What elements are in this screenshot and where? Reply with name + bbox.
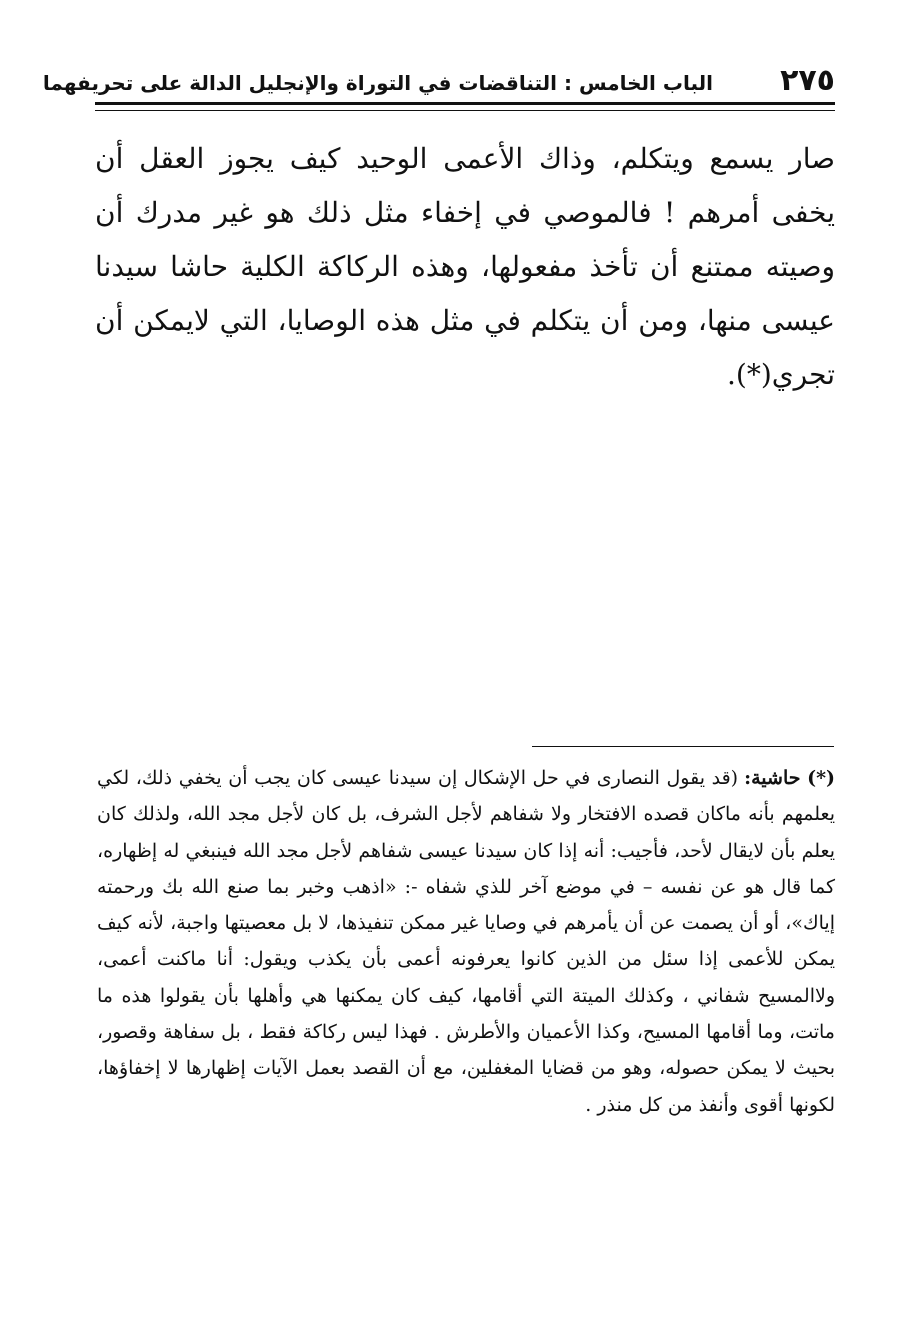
footnote-marker: (*) (807, 767, 835, 789)
header-rule-thick (95, 102, 835, 105)
footnote (97, 760, 835, 1123)
main-paragraph: صار يسمع ويتكلم، وذاك الأعمى الوحيد كيف يجوز العقل أن يخفى أمرهم ! فالموصي في إخفاء مثل ذلك هو غير مدرك أن وصيته ممتنع أن تأخذ مفعولها، وهذه الركاكة الكلية حاشا سيدنا عيسى منها، ومن أن يتكلم في مثل هذه الوصايا، التي لايمكن أن تجري(*). (95, 142, 835, 391)
header-rule-thin (95, 110, 835, 111)
footnote-separator (532, 746, 834, 747)
footnote-label: حاشية: (744, 767, 801, 789)
footnote-text: (قد يقول النصارى في حل الإشكال إن سيدنا عيسى كان يجب أن يخفي ذلك، لكي يعلمهم بأنه ماكان قصده الافتخار ولا شفاهم لأجل الشرف، بل كان لأجل مجد الله، ولذلك كان يعلم بأن لايقال لأحد، فأجيب: أنه إذا كان سيدنا عيسى شفاهم لأجل مجد الله فينبغي له إظهاره، كما قال هو عن نفسه – في موضع آخر للذي شفاه -: «اذهب وخبر بما صنع الله بك ورحمته إياك»، أو أن يصمت عن أن يأمرهم في وصايا غير ممكن تنفيذها، لا بل معصيتها واجبة، لأنه كيف يمكن للأعمى إذا سئل من الذين كانوا يعرفونه أعمى بأن يكذب ويقول: أنا ماكنت أعمى، ولاالمسيح شفاني ، وكذلك الميتة التي أقامها، كيف كان يمكنها هي وأهلها بأن يقولوا هذه ما ماتت، وما أقامها المسيح، وكذا الأعميان والأطرش . فهذا ليس ركاكة فقط ، بل سفاهة وقصور، بحيث لا يمكن حصوله، وهو من قضايا المغفلين، مع أن القصد بعمل الآيات إظهارها لا إخفاؤها، لكونها أقوى وأنفذ من كل منذر . (97, 767, 835, 1116)
running-title: الباب الخامس : التناقضات في التوراة والإنجليل الدالة على تحريفهما (42, 71, 713, 95)
page-number: ٢٧٥ (780, 63, 835, 98)
page-header (42, 60, 835, 100)
